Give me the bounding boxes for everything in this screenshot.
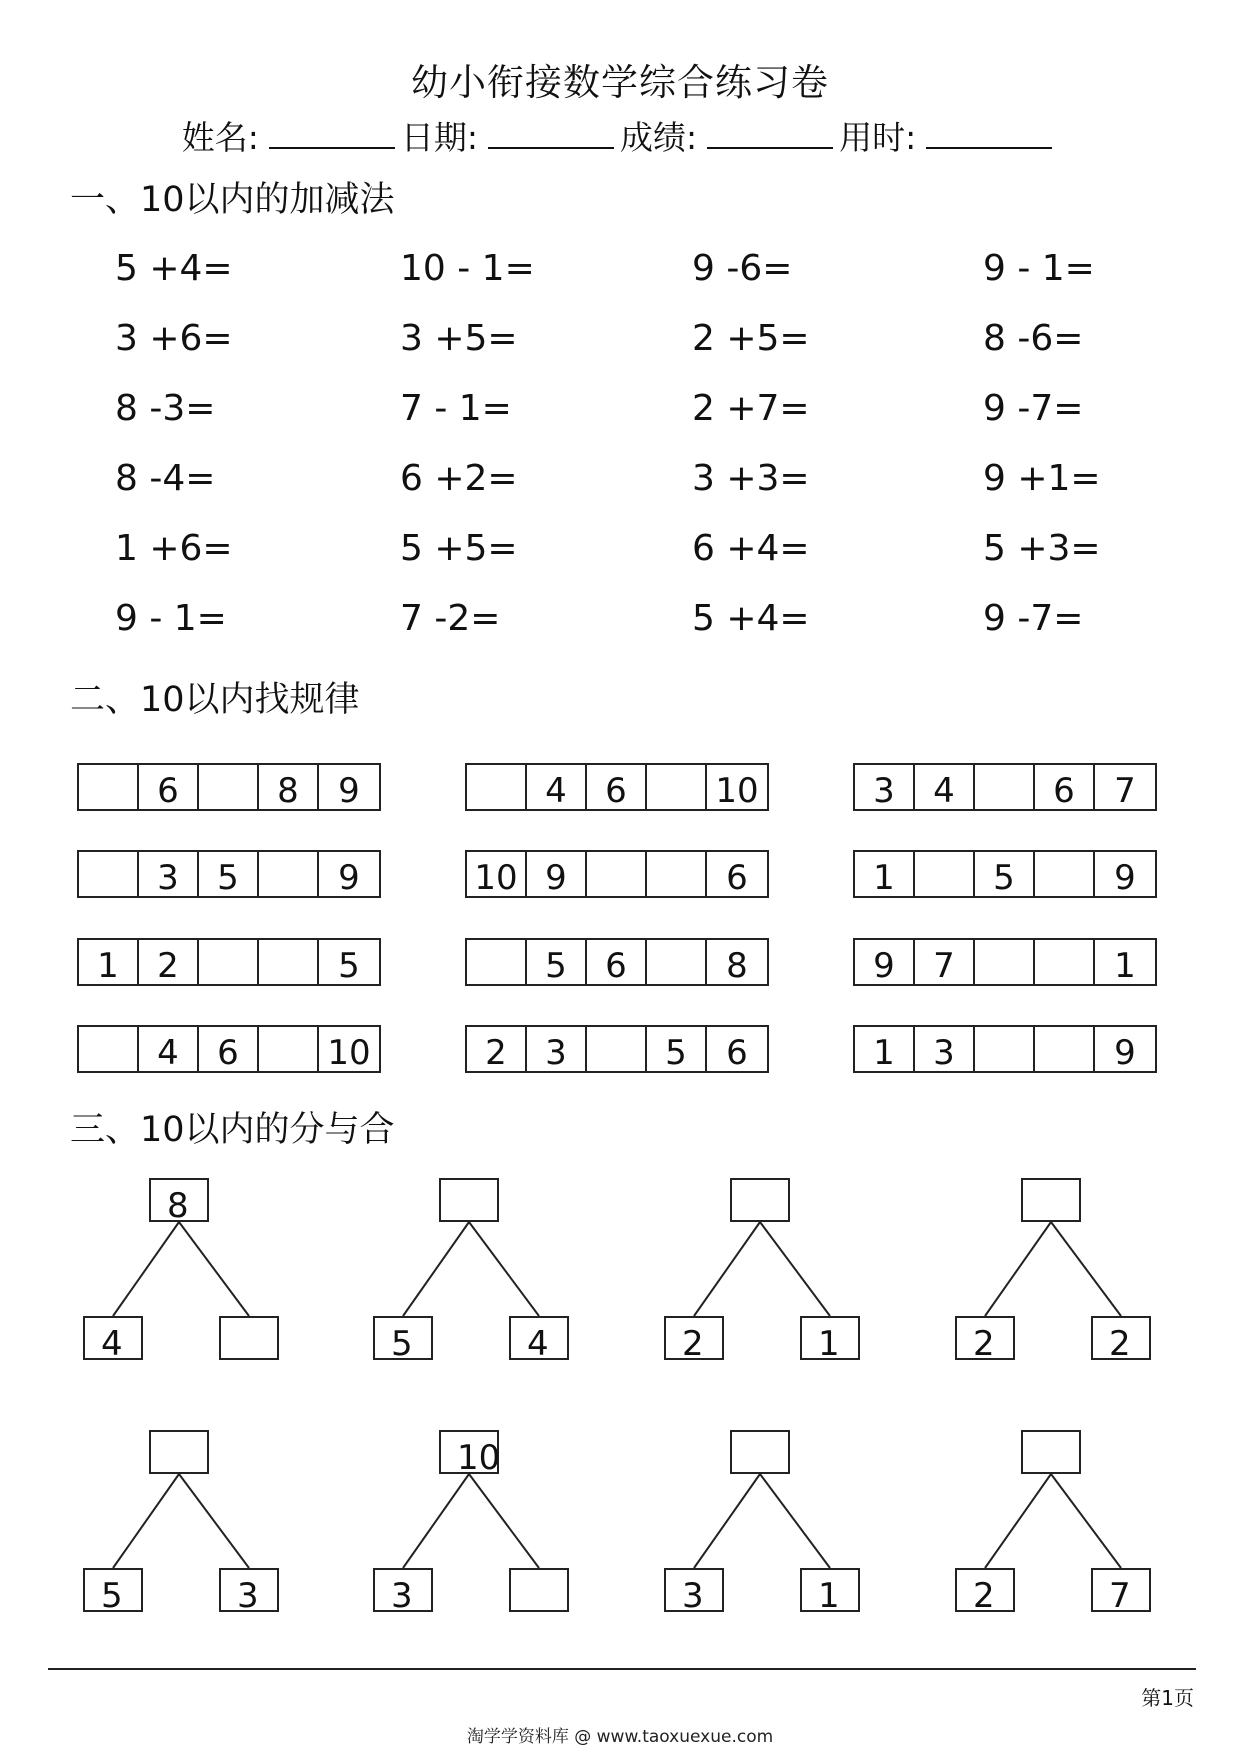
bond-line (179, 1222, 249, 1316)
bond-right-box: 7 (1091, 1568, 1151, 1612)
bond-line (113, 1474, 179, 1568)
number-cell: 5 (647, 1027, 707, 1071)
number-sequence (77, 850, 381, 898)
equation: 9 -7= (983, 598, 1084, 639)
bond-right-box: 3 (219, 1568, 279, 1612)
number-cell: 1 (855, 1027, 915, 1071)
bond-right-box: 4 (509, 1316, 569, 1360)
blank-cell[interactable] (975, 1027, 1035, 1071)
equation: 5 +4= (692, 598, 810, 639)
footer-divider (48, 1668, 1196, 1670)
number-cell: 3 (915, 1027, 975, 1071)
number-bond (955, 1430, 1175, 1620)
number-cell: 3 (527, 1027, 587, 1071)
bond-line (760, 1222, 830, 1316)
number-sequence (77, 1025, 381, 1073)
name-label: 姓名: (181, 118, 259, 157)
page-number: 第1页 (1141, 1686, 1194, 1710)
number-bond (83, 1430, 303, 1620)
section-heading-addition: 一、10以内的加减法 (70, 180, 395, 220)
equation: 6 +4= (692, 528, 810, 569)
equation: 6 +2= (400, 458, 518, 499)
bond-top-box: 8 (149, 1178, 209, 1222)
equation: 9 -7= (983, 388, 1084, 429)
number-cell: 10 (327, 1033, 371, 1073)
bond-line (113, 1222, 179, 1316)
blank-cell[interactable] (587, 1027, 647, 1071)
number-cell: 6 (726, 858, 748, 898)
date-blank[interactable] (488, 117, 614, 149)
blank-cell[interactable] (259, 940, 319, 984)
number-cell: 9 (338, 858, 360, 898)
number-bond (373, 1430, 593, 1620)
bond-line (179, 1474, 249, 1568)
equation: 8 -6= (983, 318, 1084, 359)
equation: 2 +5= (692, 318, 810, 359)
blank-cell[interactable] (975, 765, 1035, 809)
equation: 9 - 1= (983, 248, 1095, 289)
equation: 10 - 1= (400, 248, 535, 289)
number-cell: 5 (527, 940, 587, 984)
number-sequence (465, 850, 769, 898)
bond-right-box: 1 (800, 1568, 860, 1612)
number-cell: 5 (199, 852, 259, 896)
number-sequence (853, 1025, 1157, 1073)
number-bond (664, 1430, 884, 1620)
bond-line (1051, 1222, 1121, 1316)
equation: 8 -3= (115, 388, 216, 429)
name-blank[interactable] (269, 117, 395, 149)
bond-left-box: 3 (664, 1568, 724, 1612)
number-cell: 3 (139, 852, 199, 896)
number-sequence (77, 938, 381, 986)
blank-cell[interactable] (915, 852, 975, 896)
bond-left-box: 5 (83, 1568, 143, 1612)
number-cell: 1 (1114, 946, 1136, 986)
number-cell: 6 (587, 765, 647, 809)
blank-cell[interactable] (199, 940, 259, 984)
number-cell: 8 (259, 765, 319, 809)
score-blank[interactable] (707, 117, 833, 149)
blank-cell[interactable] (79, 852, 139, 896)
bond-line (403, 1222, 469, 1316)
bond-line (694, 1474, 760, 1568)
equation: 2 +7= (692, 388, 810, 429)
number-cell: 4 (527, 765, 587, 809)
bond-line (469, 1222, 539, 1316)
number-cell: 7 (1114, 771, 1136, 811)
bond-line (694, 1222, 760, 1316)
number-cell: 6 (1035, 765, 1095, 809)
bond-left-box: 2 (955, 1568, 1015, 1612)
equation: 9 -6= (692, 248, 793, 289)
equation: 9 +1= (983, 458, 1101, 499)
bond-left-box: 5 (373, 1316, 433, 1360)
number-sequence (465, 938, 769, 986)
equation: 7 -2= (400, 598, 501, 639)
number-sequence (465, 1025, 769, 1073)
equation: 8 -4= (115, 458, 216, 499)
number-cell: 9 (855, 940, 915, 984)
blank-cell[interactable] (467, 765, 527, 809)
number-bond (373, 1178, 593, 1368)
number-sequence (465, 763, 769, 811)
number-cell: 9 (527, 852, 587, 896)
page-title: 幼小衔接数学综合练习卷 (411, 61, 829, 104)
bond-line (985, 1474, 1051, 1568)
number-sequence (77, 763, 381, 811)
equation: 5 +5= (400, 528, 518, 569)
bond-line (1051, 1474, 1121, 1568)
info-line (0, 112, 1240, 159)
number-cell: 7 (915, 940, 975, 984)
number-bond (955, 1178, 1175, 1368)
blank-cell[interactable] (467, 940, 527, 984)
number-cell: 3 (855, 765, 915, 809)
blank-cell[interactable] (79, 765, 139, 809)
blank-cell[interactable] (79, 1027, 139, 1071)
bond-top-box[interactable] (1021, 1178, 1081, 1222)
equation: 5 +4= (115, 248, 233, 289)
date-label: 日期: (400, 118, 478, 157)
equation: 9 - 1= (115, 598, 227, 639)
number-sequence (853, 938, 1157, 986)
blank-cell[interactable] (259, 1027, 319, 1071)
number-cell: 4 (915, 765, 975, 809)
number-cell: 9 (338, 771, 360, 811)
number-cell: 5 (338, 946, 360, 986)
bond-right-box[interactable] (219, 1316, 279, 1360)
blank-cell[interactable] (647, 940, 707, 984)
number-bond (83, 1178, 303, 1368)
number-cell: 1 (79, 940, 139, 984)
bond-left-box: 3 (373, 1568, 433, 1612)
number-bond (664, 1178, 884, 1368)
bond-top-box[interactable] (439, 1178, 499, 1222)
number-cell: 9 (1114, 858, 1136, 898)
number-cell: 10 (715, 771, 759, 811)
number-cell: 6 (726, 1033, 748, 1073)
blank-cell[interactable] (259, 852, 319, 896)
number-sequence (853, 763, 1157, 811)
bond-top-box: 10 (439, 1430, 499, 1474)
blank-cell[interactable] (199, 765, 259, 809)
bond-line (760, 1474, 830, 1568)
number-cell: 6 (587, 940, 647, 984)
number-cell: 6 (199, 1027, 259, 1071)
blank-cell[interactable] (647, 852, 707, 896)
time-label: 用时: (839, 118, 917, 157)
bond-top-box[interactable] (730, 1178, 790, 1222)
bond-top-box[interactable] (149, 1430, 209, 1474)
equation: 5 +3= (983, 528, 1101, 569)
bond-left-box: 2 (955, 1316, 1015, 1360)
bond-left-box: 4 (83, 1316, 143, 1360)
blank-cell[interactable] (647, 765, 707, 809)
bond-right-box: 2 (1091, 1316, 1151, 1360)
blank-cell[interactable] (1035, 1027, 1095, 1071)
number-sequence (853, 850, 1157, 898)
equation: 3 +6= (115, 318, 233, 359)
number-cell: 8 (726, 946, 748, 986)
bond-top-box[interactable] (1021, 1430, 1081, 1474)
number-cell: 2 (467, 1027, 527, 1071)
number-cell: 10 (467, 852, 527, 896)
time-blank[interactable] (926, 117, 1052, 149)
equation: 1 +6= (115, 528, 233, 569)
blank-cell[interactable] (1035, 852, 1095, 896)
bond-line (985, 1222, 1051, 1316)
bond-top-box[interactable] (730, 1430, 790, 1474)
number-cell: 9 (1114, 1033, 1136, 1073)
number-cell: 1 (855, 852, 915, 896)
blank-cell[interactable] (1035, 940, 1095, 984)
section-heading-decomposition: 三、10以内的分与合 (70, 1110, 395, 1150)
number-cell: 6 (139, 765, 199, 809)
blank-cell[interactable] (975, 940, 1035, 984)
bond-line (403, 1474, 469, 1568)
bond-right-box: 1 (800, 1316, 860, 1360)
bond-left-box: 2 (664, 1316, 724, 1360)
section-heading-patterns: 二、10以内找规律 (70, 680, 360, 720)
number-cell: 5 (975, 852, 1035, 896)
number-cell: 2 (139, 940, 199, 984)
blank-cell[interactable] (587, 852, 647, 896)
bond-line (469, 1474, 539, 1568)
equation: 3 +3= (692, 458, 810, 499)
score-label: 成绩: (620, 118, 698, 157)
equation: 3 +5= (400, 318, 518, 359)
bond-right-box[interactable] (509, 1568, 569, 1612)
watermark: 淘学学资料库 @ www.taoxuexue.com (466, 1727, 774, 1747)
number-cell: 4 (139, 1027, 199, 1071)
equation: 7 - 1= (400, 388, 512, 429)
